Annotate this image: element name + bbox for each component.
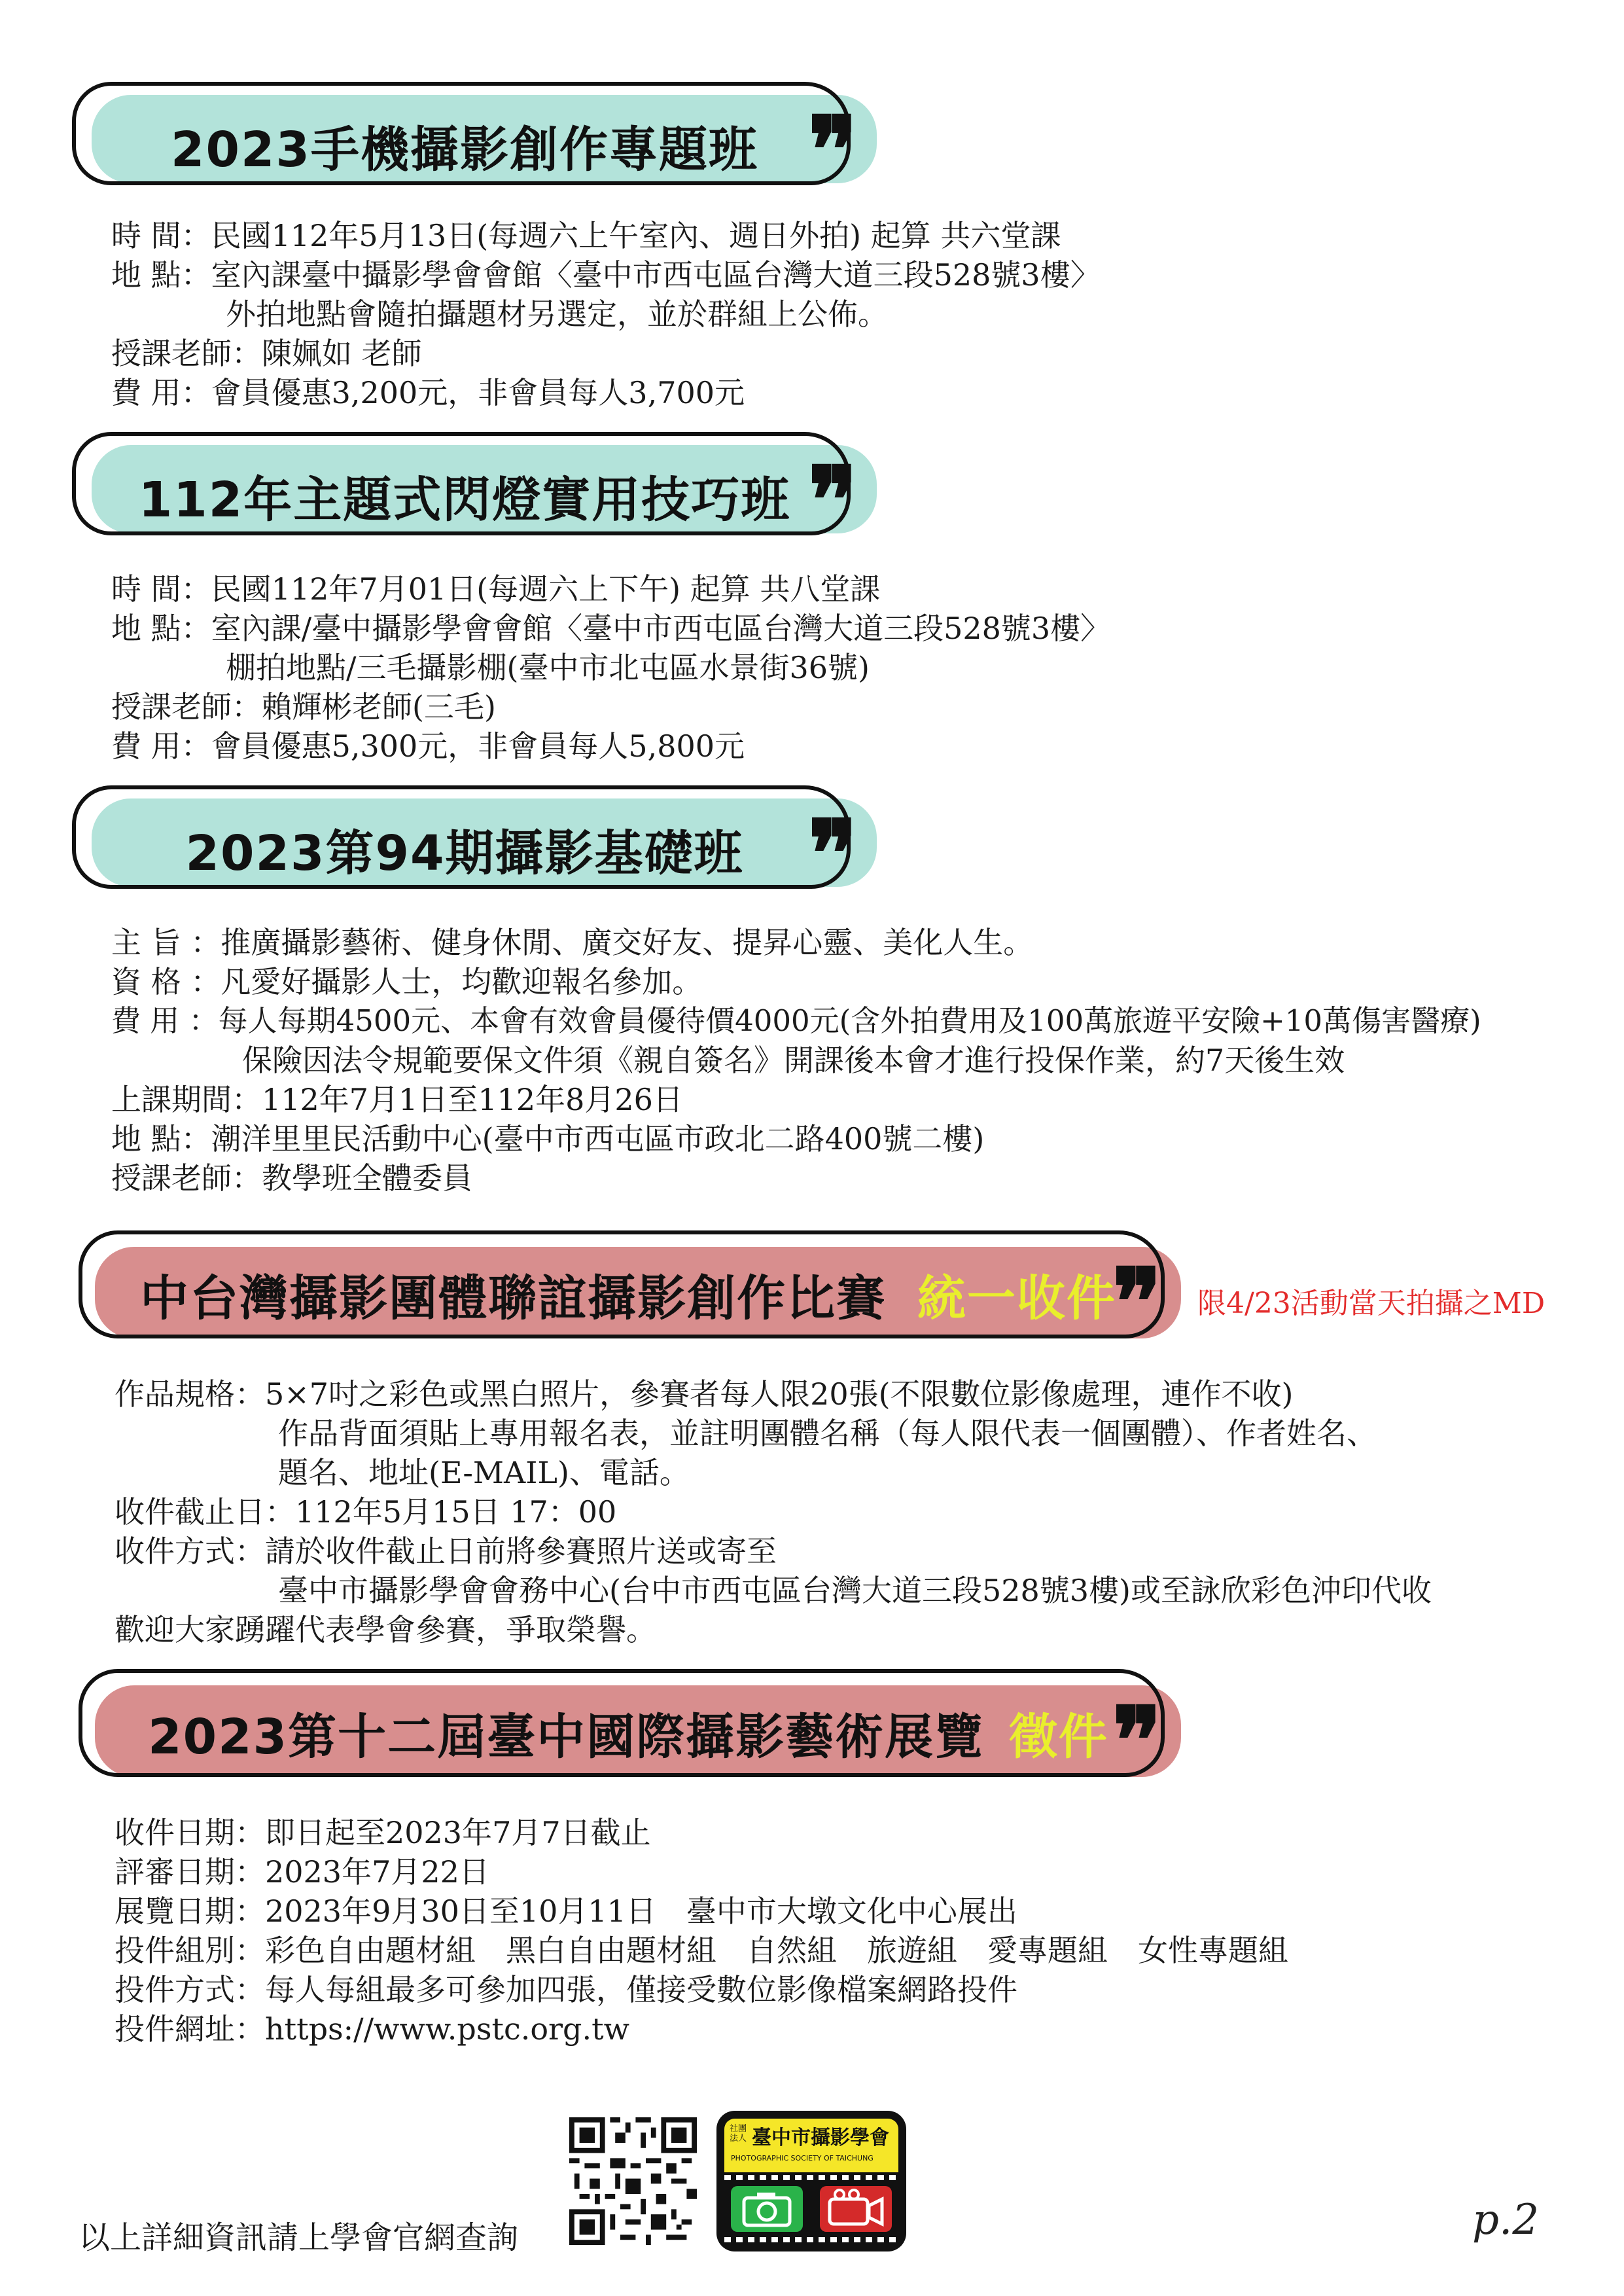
logo-prefix: 社團法人 [730, 2124, 747, 2144]
quote-mark-icon: ❞ [808, 447, 858, 554]
section-1-title: 2023手機攝影創作專題班 [171, 122, 758, 178]
s4-line-7: 歡迎大家踴躍代表學會參賽，爭取榮譽。 [115, 1612, 656, 1647]
section-4-note: 限4/23活動當天拍攝之MD [1197, 1287, 1545, 1320]
section-4-banner [79, 1230, 1178, 1345]
s4-line-5: 收件方式：請於收件截止日前將參賽照片送或寄至 [115, 1534, 777, 1569]
s2-line-2: 地 點：室內課/臺中攝影學會會館〈臺中市西屯區台灣大道三段528號3樓〉 [111, 611, 1111, 646]
s2-line-4: 授課老師：賴輝彬老師(三毛) [111, 689, 496, 725]
quote-mark-icon: ❞ [1112, 1249, 1162, 1356]
section-2-title: 112年主題式閃燈實用技巧班 [138, 472, 791, 528]
section-4-title-highlight: 統一收件 [917, 1270, 1116, 1327]
s3-line-5: 上課期間：112年7月1日至112年8月26日 [111, 1082, 683, 1117]
section-4-title-text: 中台灣攝影團體聯誼攝影創作比賽 [140, 1270, 887, 1327]
s5-line-1: 收件日期：即日起至2023年7月7日截止 [115, 1815, 651, 1850]
s5-line-3: 展覽日期：2023年9月30日至10月11日 臺中市大墩文化中心展出 [115, 1893, 1017, 1929]
s2-line-1: 時 間：民國112年7月01日(每週六上下午) 起算 共八堂課 [111, 571, 881, 607]
s5-line-2: 評審日期：2023年7月22日 [115, 1854, 489, 1890]
s5-line-4: 投件組別：彩色自由題材組 黑白自由題材組 自然組 旅遊組 愛專題組 女性專題組 [115, 1933, 1288, 1968]
section-5-title [79, 1698, 1178, 1768]
section-5-title-text: 2023第十二屆臺中國際攝影藝術展覽 [148, 1709, 985, 1765]
s1-line-5: 費 用：會員優惠3,200元，非會員每人3,700元 [111, 375, 745, 410]
s1-line-2: 地 點：室內課臺中攝影學會會館〈臺中市西屯區台灣大道三段528號3樓〉 [111, 257, 1101, 293]
section-5-title-highlight: 徵件 [1008, 1709, 1108, 1765]
s1-line-4: 授課老師：陳姵如 老師 [111, 336, 422, 371]
s4-line-6: 臺中市攝影學會會務中心(台中市西屯區台灣大道三段528號3樓)或至詠欣彩色沖印代收 [278, 1573, 1432, 1608]
s4-line-4: 收件截止日：112年5月15日 17：00 [115, 1494, 617, 1530]
s4-line-2: 作品背面須貼上專用報名表，並註明團體名稱（每人限代表一個團體）、作者姓名、 [278, 1416, 1377, 1451]
page-number: p.2 [1472, 2196, 1540, 2244]
section-4-title [79, 1260, 1178, 1329]
quote-mark-icon: ❞ [808, 800, 858, 908]
s5-line-6: 投件網址：https://www.pstc.org.tw [115, 2011, 629, 2047]
s4-line-1: 作品規格：5×7吋之彩色或黑白照片，參賽者每人限20張(不限數位影像處理，連作不收) [115, 1376, 1294, 1412]
section-2-banner [72, 432, 857, 540]
footer-text: 以上詳細資訊請上學會官網查詢 [79, 2219, 519, 2256]
section-3-title: 2023第94期攝影基礎班 [185, 825, 744, 882]
s5-line-5: 投件方式：每人每組最多可參加四張，僅接受數位影像檔案網路投件 [115, 1972, 1017, 2007]
quote-mark-icon: ❞ [1112, 1687, 1162, 1795]
s3-line-1: 主 旨 ：推廣攝影藝術、健身休閒、廣交好友、提昇心靈、美化人生。 [111, 925, 1034, 960]
s2-line-3: 棚拍地點/三毛攝影棚(臺中市北屯區水景街36號) [226, 650, 870, 685]
s1-line-3: 外拍地點會隨拍攝題材另選定，並於群組上公佈。 [226, 296, 888, 332]
s3-line-4: 保險因法令規範要保文件須《親自簽名》開課後本會才進行投保作業，約7天後生效 [242, 1043, 1345, 1078]
video-camera-icon [820, 2186, 892, 2232]
s4-line-3: 題名、地址(E-MAIL)、電話。 [278, 1455, 690, 1490]
qr-code[interactable] [569, 2117, 697, 2245]
s2-line-5: 費 用：會員優惠5,300元，非會員每人5,800元 [111, 728, 745, 764]
s3-line-3: 費 用 ：每人每期4500元、本會有效會員優待價4000元(含外拍費用及100萬旅遊平安險+10萬傷害醫療) [111, 1003, 1481, 1038]
section-1-banner [72, 82, 857, 190]
s1-line-1: 時 間：民國112年5月13日(每週六上午室內、週日外拍) 起算 共六堂課 [111, 218, 1061, 253]
s3-line-7: 授課老師：教學班全體委員 [111, 1160, 472, 1196]
s3-line-2: 資 格 ：凡愛好攝影人士，均歡迎報名參加。 [111, 964, 703, 999]
society-logo [716, 2111, 906, 2251]
logo-name: 臺中市攝影學會 [752, 2126, 889, 2149]
camera-icon [731, 2186, 803, 2232]
quote-mark-icon: ❞ [808, 97, 858, 204]
section-3-banner [72, 785, 857, 893]
section-5-banner [79, 1669, 1178, 1784]
s3-line-6: 地 點：潮洋里里民活動中心(臺中市西屯區市政北二路400號二樓) [111, 1121, 985, 1157]
logo-en: PHOTOGRAPHIC SOCIETY OF TAICHUNG [731, 2154, 874, 2162]
